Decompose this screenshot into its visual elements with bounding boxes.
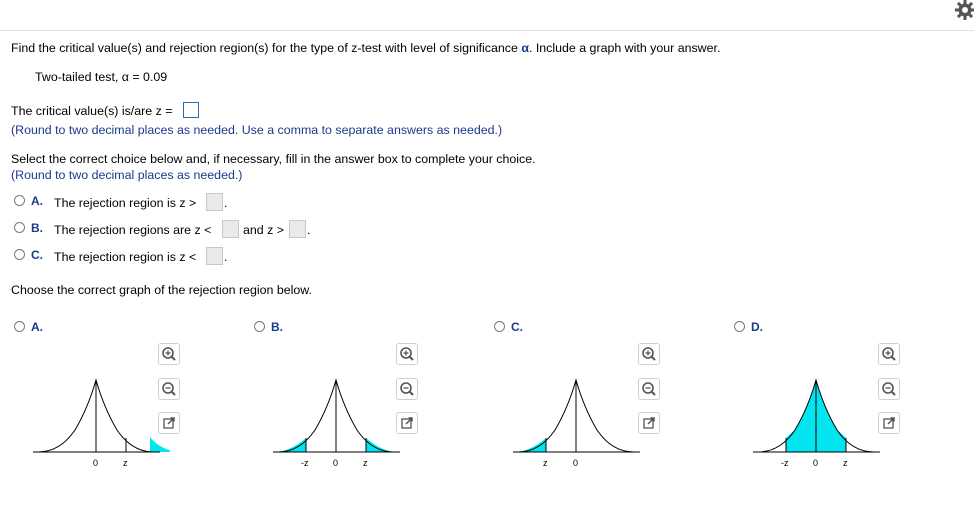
graph-c[interactable] <box>510 370 650 470</box>
choice-b-middle: and z > <box>243 223 284 237</box>
graph-c-letter: C. <box>511 320 523 334</box>
graph-c-radio[interactable] <box>494 321 505 332</box>
select-hint: (Round to two decimal places as needed.) <box>11 168 243 182</box>
choice-c-letter: C. <box>31 248 43 262</box>
choice-c-input[interactable] <box>206 247 223 265</box>
choice-b-input-low[interactable] <box>222 220 239 238</box>
choice-c-end: . <box>224 250 228 264</box>
prompt-main: Find the critical value(s) and rejection region(s) for the type of z-test with level of significance <box>11 41 522 55</box>
graph-instruction: Choose the correct graph of the rejection region below. <box>11 283 312 297</box>
graph-d[interactable] <box>750 370 890 470</box>
select-instruction: Select the correct choice below and, if necessary, fill in the answer box to complete your choice. <box>11 152 536 166</box>
choice-b-letter: B. <box>31 221 43 235</box>
graph-c-tick-0: 0 <box>573 458 579 468</box>
choice-b-end: . <box>307 223 311 237</box>
graph-b-tick-neg-z: -z <box>301 458 309 468</box>
critical-label: The critical value(s) is/are z = <box>11 104 173 118</box>
graph-b-radio[interactable] <box>254 321 265 332</box>
header-divider <box>0 30 974 31</box>
graph-a-right-tail <box>150 437 170 452</box>
graph-d-letter: D. <box>751 320 763 334</box>
choice-a-input[interactable] <box>206 193 223 211</box>
choice-a-text: The rejection region is z > <box>54 196 197 210</box>
graph-a[interactable] <box>30 370 170 470</box>
graph-a-zoom-in-icon[interactable] <box>158 343 180 365</box>
choice-b-text: The rejection regions are z < <box>54 223 212 237</box>
test-line: Two-tailed test, α = 0.09 <box>35 70 168 84</box>
choice-b-input-high[interactable] <box>289 220 306 238</box>
choice-c-radio[interactable] <box>14 249 25 260</box>
graph-d-tick-0: 0 <box>813 458 819 468</box>
gear-icon[interactable] <box>952 0 974 20</box>
graph-c-tick-z: z <box>543 458 548 468</box>
alpha-symbol: α <box>521 41 529 55</box>
choice-b-radio[interactable] <box>14 222 25 233</box>
graph-b-zoom-in-icon[interactable] <box>396 343 418 365</box>
graph-c-zoom-in-icon[interactable] <box>638 343 660 365</box>
choice-a-letter: A. <box>31 194 43 208</box>
graph-a-tick-0: 0 <box>93 458 99 468</box>
prompt-tail: . Include a graph with your answer. <box>528 41 721 55</box>
graph-d-zoom-in-icon[interactable] <box>878 343 900 365</box>
graph-b[interactable] <box>270 370 410 470</box>
choice-c-text: The rejection region is z < <box>54 250 197 264</box>
graph-d-tick-z: z <box>843 458 848 468</box>
question-prompt <box>11 41 720 55</box>
graph-b-letter: B. <box>271 320 283 334</box>
graph-b-tick-0: 0 <box>333 458 339 468</box>
graph-b-tick-z: z <box>363 458 368 468</box>
graph-a-radio[interactable] <box>14 321 25 332</box>
graph-d-tick-neg-z: -z <box>781 458 789 468</box>
critical-value-input[interactable] <box>183 102 199 118</box>
critical-hint: (Round to two decimal places as needed. Use a comma to separate answers as needed.) <box>11 123 503 137</box>
graph-d-radio[interactable] <box>734 321 745 332</box>
choice-a-radio[interactable] <box>14 195 25 206</box>
graph-a-letter: A. <box>31 320 43 334</box>
choice-a-end: . <box>224 196 228 210</box>
graph-a-tick-z: z <box>123 458 128 468</box>
